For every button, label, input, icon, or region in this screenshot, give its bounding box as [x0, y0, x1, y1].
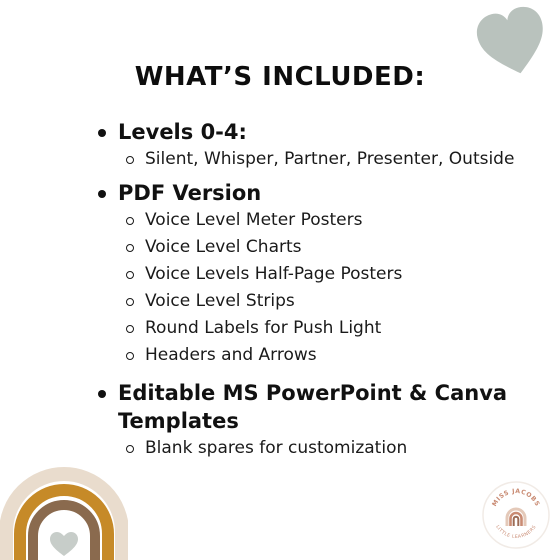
list-item-text: Voice Level Meter Posters — [145, 210, 363, 230]
bullet-icon — [98, 190, 106, 198]
list-item — [126, 342, 538, 369]
section-heading-text: Levels 0-4: — [118, 120, 247, 144]
rainbow-icon — [0, 460, 128, 560]
section-editable — [98, 379, 538, 462]
section-pdf — [98, 179, 538, 369]
ring-bullet-icon — [126, 156, 134, 164]
list-item-text: Blank spares for customization — [145, 438, 408, 458]
section-heading — [98, 379, 538, 435]
list-item — [126, 435, 538, 462]
brand-logo-badge — [481, 480, 551, 550]
included-list — [98, 118, 538, 462]
bullet-icon — [98, 129, 106, 137]
list-item — [126, 234, 538, 261]
list-item — [126, 315, 538, 342]
ring-bullet-icon — [126, 217, 134, 225]
list-item — [126, 207, 538, 234]
ring-bullet-icon — [126, 325, 134, 333]
list-item — [126, 261, 538, 288]
section-levels — [98, 118, 538, 173]
list-item-text: Silent, Whisper, Partner, Presenter, Outside — [145, 149, 515, 169]
ring-bullet-icon — [126, 298, 134, 306]
section-heading-text: Editable MS PowerPoint & Canva Templates — [118, 381, 508, 433]
ring-bullet-icon — [126, 271, 134, 279]
list-item-text: Round Labels for Push Light — [145, 318, 382, 338]
sub-list — [98, 207, 538, 369]
svg-text:LITTLE LEARNERS: LITTLE LEARNERS — [494, 524, 538, 541]
sub-list — [98, 146, 538, 173]
bullet-icon — [98, 390, 106, 398]
page-title: WHAT’S INCLUDED: — [134, 62, 426, 92]
ring-bullet-icon — [126, 445, 134, 453]
list-item — [126, 288, 538, 315]
list-item-text: Voice Levels Half-Page Posters — [145, 264, 403, 284]
section-heading-text: PDF Version — [118, 181, 262, 205]
sub-list — [98, 435, 538, 462]
svg-text:MISS JACOBS: MISS JACOBS — [491, 487, 541, 508]
ring-bullet-icon — [126, 352, 134, 360]
ring-bullet-icon — [126, 244, 134, 252]
list-item-text: Voice Level Charts — [145, 237, 302, 257]
section-heading — [98, 118, 538, 146]
list-item-text: Headers and Arrows — [145, 345, 317, 365]
list-item-text: Voice Level Strips — [145, 291, 295, 311]
list-item — [126, 146, 538, 173]
section-heading — [98, 179, 538, 207]
